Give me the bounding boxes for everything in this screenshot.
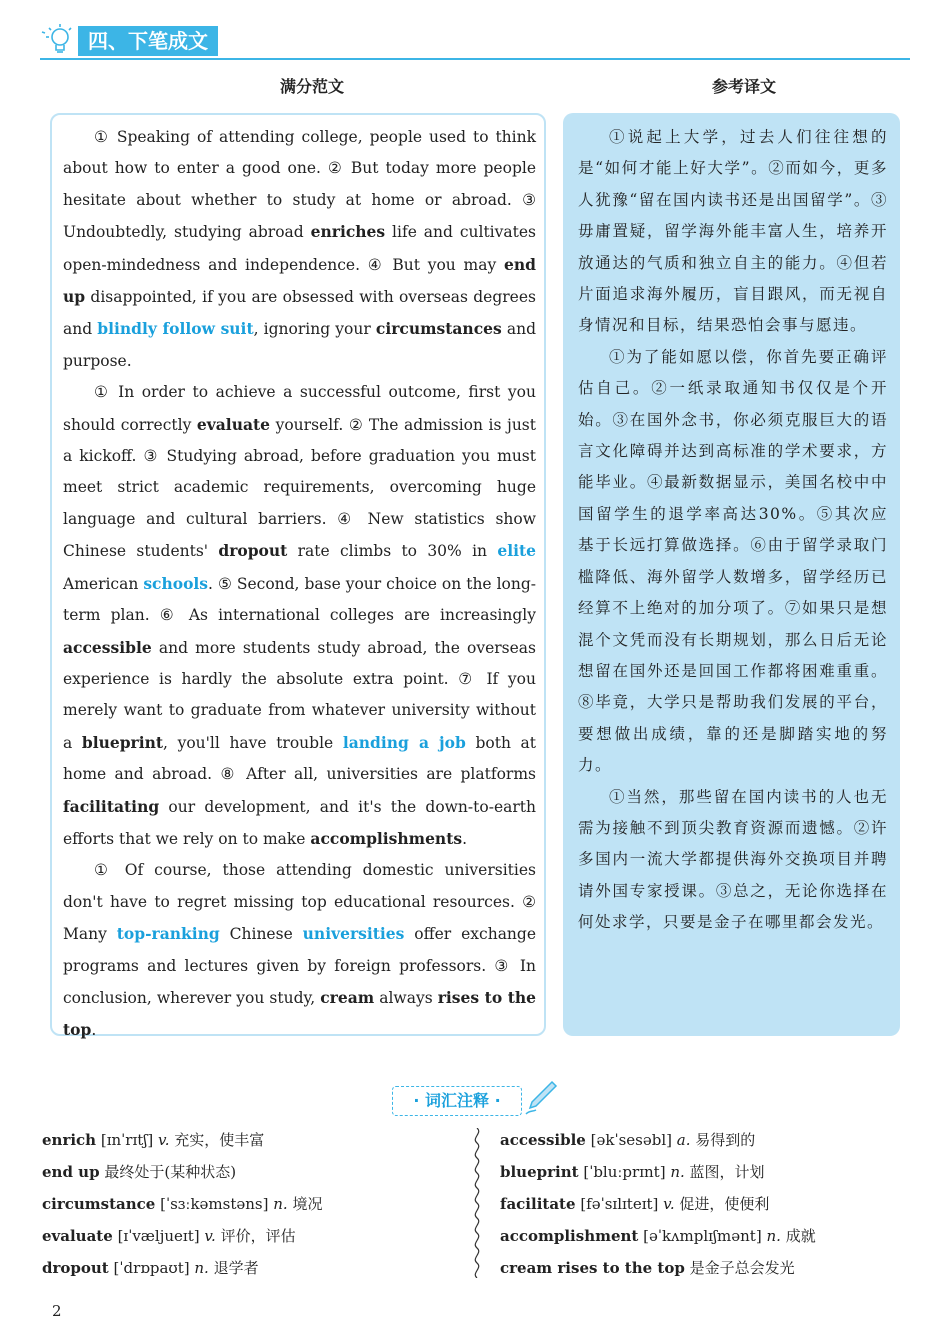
vocab-item: facilitate [fəˈsɪlɪteɪt] v. 促进，使便利 [500,1195,770,1213]
section-title: 四、下笔成文 [78,26,218,56]
vocab-item: end up 最终处于(某种状态) [42,1163,237,1181]
vocab-item: blueprint [ˈbluːprɪnt] n. 蓝图，计划 [500,1163,765,1181]
section-header [40,22,910,60]
essay-paragraph-1: ① Speaking of attending college, people used to think about how to enter a good one. ② But today more people hesitate about whether to study at home or abroad. ③ Undoubtedly, studying abroad enriches life and cultivates open-mindedness and independence. ④ But you may end up disappointed, if you are obsessed with overseas degrees and blindly follow suit, ignoring your circumstances and purpose. [63,128,536,370]
translation-paragraph-2: ①为了能如愿以偿，你首先要正确评估自己。②一纸录取通知书仅仅是个开始。③在国外念书，你必须克服巨大的语言文化障碍并达到高标准的学术要求，方能毕业。④最新数据显示，美国名校中中国留学生的退学率高达30%。⑤其次应基于长远打算做选择。⑥由于留学录取门槛降低、海外留学人数增多，留学经历已经算不上绝对的加分项了。⑦如果只是想混个文凭而没有长期规划，那么日后无论想留在国外还是回国工作都将困难重重。⑧毕竟，大学只是帮助我们发展的平台，要想做出成绩，靠的还是脚踏实地的努力。 [578,347,888,775]
vocab-item: circumstance [ˈsɜːkəmstəns] n. 境况 [42,1195,323,1213]
vocab-list-right [500,1124,816,1284]
translation-paragraph-1: ①说起上大学，过去人们往往想的是“如何才能上好大学”。②而如今，更多人犹豫“留在国内读书还是出国留学”。③毋庸置疑，留学海外能丰富人生，培养开放通达的气质和独立自主的能力。④但若片面追求海外履历，盲目跟风，而无视自身情况和目标，结果恐怕会事与愿违。 [578,128,888,335]
translation-title: 参考译文 [712,77,777,96]
lightbulb-icon [40,22,74,56]
vocab-item: evaluate [ɪˈvæljueɪt] v. 评价，评估 [42,1227,296,1245]
essay-paragraph-2: ① In order to achieve a successful outcome, first you should correctly evaluate yourself. ② The admission is just a kickoff. ③ Studying abroad, before graduation you must meet strict academic requirements, overcoming huge language and cultural barriers. ④ New statistics show Chinese students' dropout rate climbs to 30% in elite American schools. ⑤ Second, base your choice on the long-term plan. ⑥ As international colleges are increasingly accessible and more students study abroad, the overseas experience is hardly the absolute extra point. ⑦ If you merely want to graduate from whatever university without a blueprint, you'll have trouble landing a job both at home and abroad. ⑧ After all, universities are platforms facilitating our development, and it's the down-to-earth efforts that we rely on to make accomplishments. [63,383,537,848]
vocab-item: dropout [ˈdrɒpaʊt] n. 退学者 [42,1259,259,1277]
wavy-divider [470,1128,484,1278]
essay-paragraph-3: ① Of course, those attending domestic universities don't have to regret missing top educational resources. ② Many top-ranking Chinese universities offer exchange programs and lectures given by foreign professors. ③ In conclusion, wherever you study, cream always rises to the top. [63,861,537,1040]
model-essay [63,122,536,1047]
vocab-title: · 词汇注释 · [392,1086,522,1116]
model-essay-title: 满分范文 [280,77,345,96]
translation-paragraph-3: ①当然，那些留在国内读书的人也无需为接触不到顶尖教育资源而遗憾。②许多国内一流大学都提供海外交换项目并聘请外国专家授课。③总之，无论你选择在何处求学，只要是金子在哪里都会发光。 [578,787,888,932]
vocab-item: accomplishment [əˈkʌmplɪʃmənt] n. 成就 [500,1227,816,1245]
vocab-item: cream rises to the top 是金子总会发光 [500,1259,795,1277]
page-number: 2 [52,1302,62,1320]
vocab-list-left [42,1124,323,1284]
vocab-item: accessible [əkˈsesəbl] a. 易得到的 [500,1131,756,1149]
vocab-item: enrich [ɪnˈrɪtʃ] v. 充实，使丰富 [42,1131,265,1149]
pen-icon [522,1080,558,1116]
header-divider [40,58,910,60]
translation [578,122,888,939]
